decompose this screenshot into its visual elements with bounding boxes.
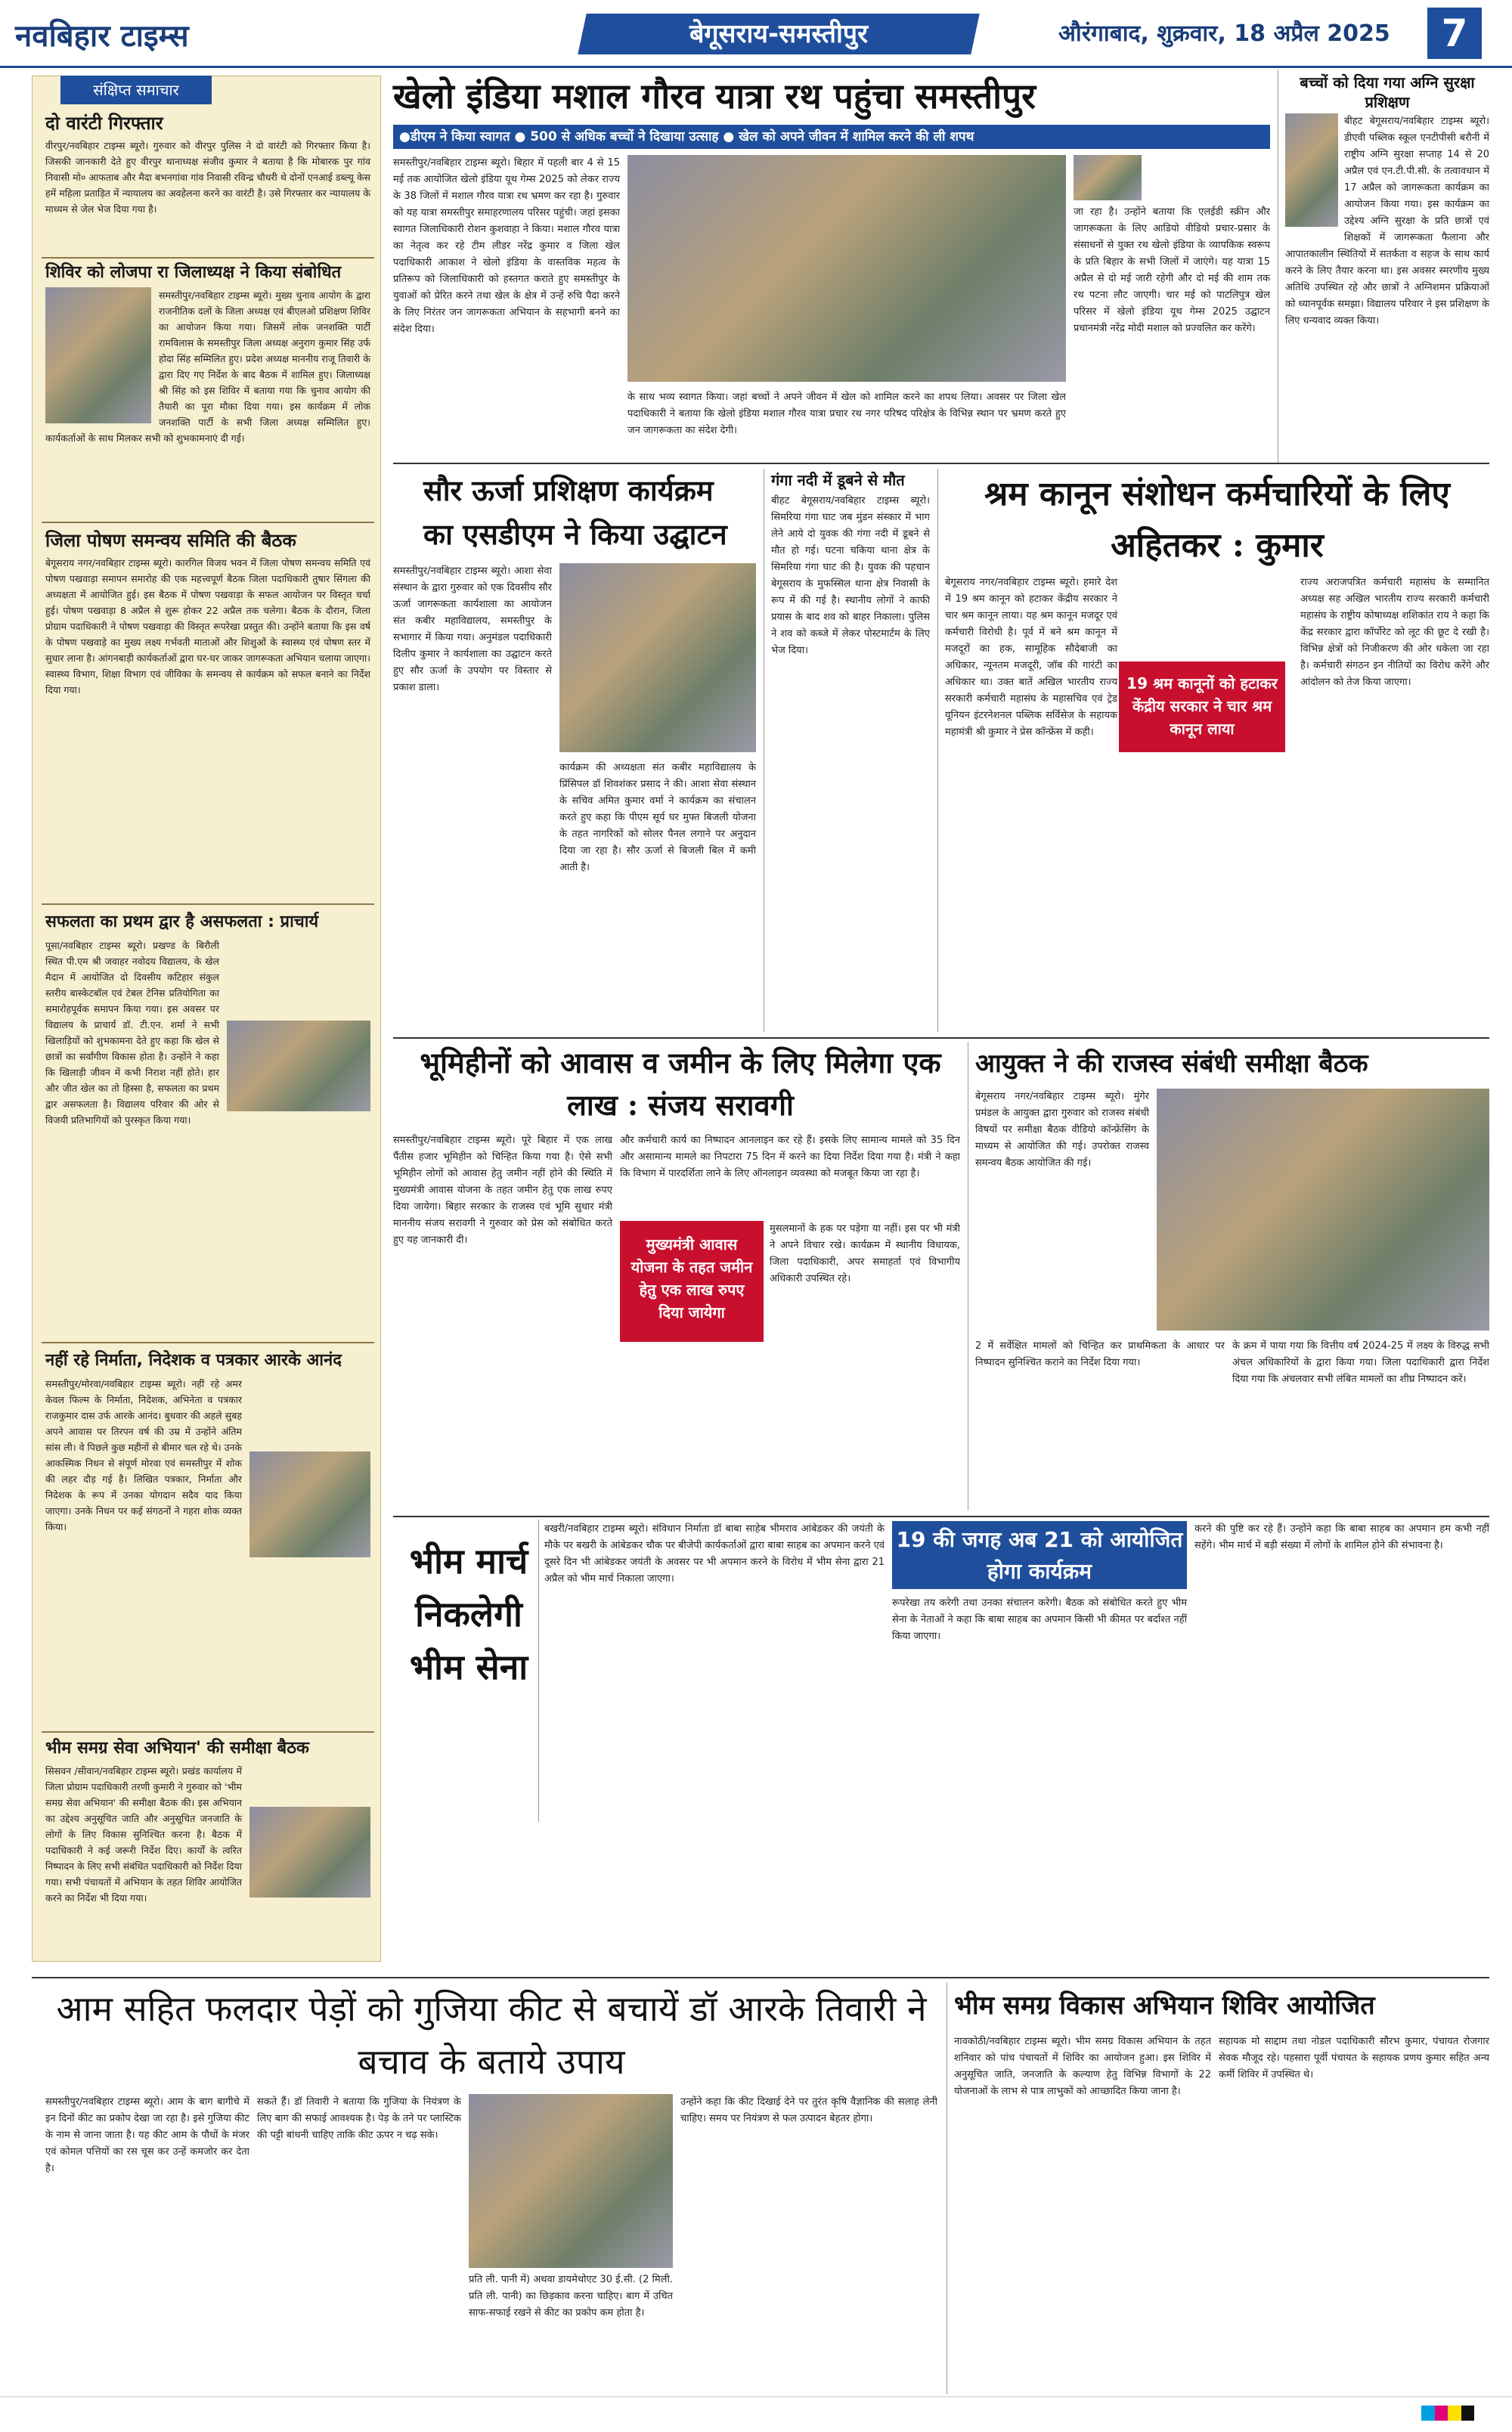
mango-body: उन्होंने कहा कि कीट दिखाई देने पर तुरंत कृषि वैज्ञानिक की सलाह लेनी चाहिए। समय पर नियंत्रण से फल उत्पादन बेहतर होगा। <box>680 2096 937 2124</box>
bhim-camp-headline: भीम समग्र विकास अभियान शिविर आयोजित <box>954 1991 1375 2021</box>
mango-photo <box>469 2094 673 2268</box>
revenue-body: के क्रम में पाया गया कि वित्तीय वर्ष 2024-25 में लक्ष्य के विरुद्ध सभी अंचल अधिकारियों के द्वारा किया गया। जिला पदाधिकारी द्वारा निर्देश दिया गया कि अंचलवार सभी लंबित मामलों का शीघ्र निष्पादन करें। <box>1232 1340 1489 1385</box>
brief-title: शिविर को लोजपा रा जिलाध्यक्ष ने किया संबोधित <box>45 263 342 282</box>
brief-title: भीम समग्र सेवा अभियान' की समीक्षा बैठक <box>45 1739 309 1758</box>
solar-photo <box>559 563 756 752</box>
black-swatch <box>1461 2406 1475 2421</box>
fire-body-text: बीहट बेगूसराय/नवबिहार टाइम्स ब्यूरो। डीएवी पब्लिक स्कूल एनटीपीसी बरौनी में राष्ट्रीय अग्नि सुरक्षा सप्ताह 14 से 20 अप्रैल एवं एन.टी.पी.सी. के तत्वावधान में 17 अप्रैल को जागरूकता कार्यक्रम का आयोजन किया गया। इस कार्यक्रम का उद्देश्य अग्नि सुरक्षा के प्रति छात्रों एवं शिक्षकों में जागरूकता फैलाना और आपातकालीन स्थितियों में सतर्कता व सहज के साथ कार्य करने के लिए तैयार करना था। इस अवसर स्मरणीय मुख्य अतिथि उपस्थित रहे और छात्रों ने अग्निशमन प्रक्रियाओं को ध्यानपूर्वक समझा। विद्यालय परिवार ने इस प्रशिक्षण के लिए धन्यवाद व्यक्त किया। <box>1285 116 1489 327</box>
callout-spacer <box>1117 575 1293 760</box>
photo-spacer <box>219 937 370 1115</box>
drown-headline: गंगा नदी में डूबने से मौत <box>771 471 905 489</box>
housing-callout: मुख्यमंत्री आवास योजना के तहत जमीन हेतु एक लाख रुपए दिया जायेगा <box>620 1221 764 1342</box>
section-rule <box>393 1516 1489 1517</box>
labour-body-text: बेगूसराय नगर/नवबिहार टाइम्स ब्यूरो। हमारे देश में 19 श्रम कानून को हटाकर केंद्रीय सरकार ने चार श्रम कानून लाया। यह श्रम कानून मजदूर एवं कर्मचारी विरोधी है। पूर्व में बने श्रम कानून में मजदूरों का हक, सामूहिक सौदेबाजी का अधिकार, न्यूनतम मजदूरी, जॉब की गारंटी का अधिकार था। उक्त बातें अखिल भारतीय राज्य सरकारी कर्मचारी महासंघ के महासचिव एवं ट्रेड यूनियन इंटरनेशनल पब्लिक सर्विसेज के सहायक महामंत्री श्री कुमार ने प्रेस कॉन्फ्रेंस में कही। <box>945 577 1117 738</box>
fire-body <box>1285 113 1489 461</box>
photo-spacer <box>242 1763 370 1907</box>
bhim-camp-body: सहायक मो साद्दाम तथा नोडल पदाधिकारी सौरभ कुमार, पंचायत रोजगार सेवक मौजूद रहे। पहसारा पूर्वी पंचायत के सहायक प्रणय कुमार सहित अन्य कर्मी शिविर में उपस्थित थे। <box>1219 2036 1489 2080</box>
brief-body: वीरपुर/नवबिहार टाइम्स ब्यूरो। गुरुवार को वीरपुर पुलिस ने दो वारंटी को गिरफ्तार किया है। जिसकी जानकारी देते हुए वीरपुर थानाध्यक्ष संजीव कुमार ने बताया है कि मोबारक पुर गांव निवासी मो० आफताब और मैदा बभनगांवा गांव निवासी रविन्द्र चौधरी थे दोनों एनआई डब्ल्यू केस हमें महिला प्रताड़ित में न्यायालय का अवहेलना करने का वारंटी है। उसे गिरफ्तार कर न्यायालय के माध्यम से जेल भेज दिया गया है। <box>45 140 370 215</box>
brief-body <box>45 287 370 507</box>
mango-headline: आम सहित फलदार पेड़ों को गुजिया कीट से बचायें डॉ आरके तिवारी ने बचाव के बताये उपाय <box>56 1988 927 2082</box>
housing-body-text: मुसलमानों के हक पर पड़ेगा या नहीं। इस पर भी मंत्री ने अपने विचार रखे। कार्यक्रम में स्थानीय विधायक, जिला पदाधिकारी, अपर समाहर्ता एवं विभागीय अधिकारी उपस्थित रहे। <box>770 1223 960 1284</box>
lead-body: जा रहा है। उन्होंने बताया कि एलईडी स्क्रीन और जागरूकता के लिए आडियो वीडियो प्रचार-प्रसार के संसाधनों से युक्त रथ खेलो इंडिया के व्यापकिक स्वरूप के प्रति बिहार के सभी जिलों में जाएंगे। यह यात्रा 15 अप्रैल से दो मई जारी रहेगी और दो मई की शाम तक रथ पटना लौट जाएगी। चार मई को पाटलिपुत्र खेल परिसर में खेलो इंडिया यूथ गेम्स 2025 उद्घाटन प्रधानमंत्री नरेंद्र मोदी मशाल को प्रज्वलित कर करेंगे। <box>1074 206 1270 334</box>
dateline: औरंगाबाद, शुक्रवार, 18 अप्रैल 2025 <box>1058 20 1390 47</box>
column-rule <box>937 469 938 1032</box>
sidebar-heading: संक्षिप्त समाचार <box>60 76 212 104</box>
lead-photo-small <box>1074 155 1142 200</box>
brief-body-text: समस्तीपुर/नवबिहार टाइम्स ब्यूरो। मुख्य चुनाव आयोग के द्वारा राजनीतिक दलों के जिला अध्यक्ष एवं बीएलओ प्रशिक्षण शिविर का आयोजन किया गया। जिसमें लोक जनशक्ति पार्टी रामविलास के समस्तीपुर जिला अध्यक्ष अनुराग कुमार सिंह उर्फ होदा सिंह सम्मिलित हुए। प्रदेश अध्यक्ष माननीय राजू तिवारी के द्वारा दिए गए निर्देश के बाद बैठक में शामिल हुए। जिलाध्यक्ष श्री सिंह को इस शिविर में बताया गया कि चुनाव आयोग की तैयारी का पूरा मौका दिया गया। इस कार्यक्रम में लोक जनशक्ति पार्टी के सभी जिला अध्यक्ष सम्मिलित हुए। कार्यकर्ताओं के साथ मिलकर सभी को शुभकामनाएं दी गई। <box>45 290 370 444</box>
brief-body-text: समस्तीपुर/मोरवा/नवबिहार टाइम्स ब्यूरो। नहीं रहे अमर केवल फिल्म के निर्माता, निदेशक, अभिनेता व पत्रकार राजकुमार दास उर्फ आरके आनंद। बुधवार की अहले सुबह अपने आवास पर तिरपन वर्ष की उम्र में उन्होंने अंतिम सांस ली। वे पिछले कुछ महीनों से बीमार चल रहे थे। उनके आकस्मिक निधन से संपूर्ण मोरवा एवं समस्तीपुर में शोक की लहर दौड़ गई है। लिखित पत्रकार, निर्माता और निदेशक के रूप में उनका योगदान सदैव याद किया जाएगा। उनके निधन पर कई संगठनों ने गहरा शोक व्यक्त किया। <box>45 1378 242 1532</box>
bhim-march-body: करने की पुष्टि कर रहे हैं। उन्होंने कहा कि बाबा साहब का अपमान हम कभी नहीं सहेंगे। भीम मार्च में बड़ी संख्या में लोगों के शामिल होने की संभावना है। <box>1194 1523 1489 1551</box>
lead-body: के साथ भव्य स्वागत किया। जहां बच्चों ने अपने जीवन में खेल को शामिल करने का शपथ लिया। अवसर पर जिला खेल पदाधिकारी ने बताया कि खेलो इंडिया मशाल गौरव यात्रा प्रचार रथ नगर परिषद परिक्षेत्र के विभिन्न स्थान पर भ्रमण करते हुए जन जागरूकता का संदेश देगी। <box>627 392 1066 436</box>
housing-body <box>620 1221 960 1508</box>
brief-body: बेगूसराय नगर/नवबिहार टाइम्स ब्यूरो। कारगिल विजय भवन में जिला पोषण समन्वय समिति एवं पोषण पखवाड़ा समापन समारोह की एक महत्त्वपूर्ण बैठक जिला पदाधिकारी तुषार सिंगला की अध्यक्षता में आयोजित हुई। इस बैठक में पोषण पखवाड़ा के सफल आयोजन पर विस्तृत चर्चा हुई। पोषण पखवाड़ा 8 अप्रैल से शुरू होकर 22 अप्रैल तक चलेगा। बैठक के दौरान, जिला प्रोग्राम पदाधिकारी ने पोषण पखवाड़ा की विस्तृत रूपरेखा प्रस्तुत की। उन्होंने बताया कि इस वर्ष के पोषण पखवाड़े का मुख्य लक्ष्य गर्भवती माताओं और शिशुओं के स्वास्थ्य एवं पोषण स्तर में सुधार लाना है। आंगनबाड़ी कार्यकर्ताओं द्वारा घर-घर जाकर जागरूकता अभियान चलाया जाएगा। स्वास्थ्य विभाग, शिक्षा विभाग एवं जीविका के समन्वय से कार्यक्रम को सफल बनाने का निर्देश दिया गया। <box>45 557 370 696</box>
solar-headline: सौर ऊर्जा प्रशिक्षण कार्यक्रम का एसडीएम ने किया उद्घाटन <box>423 473 727 551</box>
mango-body: प्रति ली. पानी में) अथवा डायमेथोएट 30 ई.सी. (2 मिली. प्रति ली. पानी) का छिड़काव करना चाहिए। बाग में उचित साफ-सफाई रखने से कीट का प्रकोप कम होता है। <box>469 2274 673 2319</box>
revenue-caption: 2 में सर्वेक्षित मामलों को चिन्हित कर प्राथमिकता के आधार पर निष्पादन सुनिश्चित कराने का निर्देश दिया गया। <box>975 1340 1225 1368</box>
photo-spacer <box>1285 113 1344 231</box>
paper-name: नवबिहार टाइम्स <box>15 18 189 54</box>
lead-headline: खेलो इंडिया मशाल गौरव यात्रा रथ पहुंचा समस्तीपुर <box>393 76 1036 116</box>
lead-body: समस्तीपुर/नवबिहार टाइम्स ब्यूरो। बिहार में पहली बार 4 से 15 मई तक आयोजित खेलो इंडिया यूथ गेम्स 2025 को लेकर राज्य के 38 जिलों में मशाल गौरव यात्रा रथ भ्रमण कर रहा है। गुरुवार को यह यात्रा समस्तीपुर समाहरणालय परिसर पहुंची। जहां इसका स्वागत जिलाधिकारी रोशन कुशवाहा ने किया। मशाल गौरव यात्रा का नेतृत्व कर रहे टीम लीडर नरेंद्र कुमार व जिला खेल पदाधिकारी आकाश ने खेलो इंडिया के वास्तविक महत्व के प्रतिरूप को जिलाधिकारी को हस्तगत कराते हुए समस्तीपुर के युवाओं को प्रेरित करने तथा खेल के क्षेत्र में उन्हें रुचि पैदा करने के लिए निरंतर जन जागरूकता अभियान के सहभागी बनने का संदेश दिया। <box>393 157 620 335</box>
brief-title: नहीं रहे निर्माता, निदेशक व पत्रकार आरके आनंद <box>45 1351 342 1370</box>
photo-spacer <box>242 1376 370 1565</box>
column-rule <box>538 1520 539 1822</box>
photo-spacer <box>45 287 159 423</box>
housing-body: और कर्मचारी कार्य का निष्पादन आनलाइन कर रहे हैं। इसके लिए सामान्य मामले को 35 दिन और असामान्य मामले का निपटारा 75 दिन में करने का दिया निर्देश दिया गया है। मंत्री ने कहा कि विभाग में पारदर्शिता लाने के लिए ऑनलाइन व्यवस्था को मजबूत किया जा रहा है। <box>620 1135 960 1179</box>
housing-headline: भूमिहीनों को आवास व जमीन के लिए मिलेगा एक लाख : संजय सरावगी <box>420 1046 941 1122</box>
housing-body: समस्तीपुर/नवबिहार टाइम्स ब्यूरो। पूरे बिहार में एक लाख पैंतीस हजार भूमिहीन को चिन्हित किया गया है। ऐसे सभी भूमिहीन लोगों को आवास हेतु जमीन नहीं होने की स्थिति में मुख्यमंत्री आवास योजना के तहत जमीन हेतु एक लाख रुपए दिया जायेगा। बिहार सरकार के राजस्व एवं भूमि सुधार मंत्री माननीय संजय सरावगी ने गुरुवार को प्रेस को संबोधित करते हुए यह जानकारी दी। <box>393 1135 612 1246</box>
revenue-headline: आयुक्त ने की राजस्व संबंधी समीक्षा बैठक <box>975 1049 1368 1079</box>
divider <box>42 522 374 523</box>
revenue-photo <box>1157 1089 1489 1331</box>
bhim-camp-body: नावकोठी/नवबिहार टाइम्स ब्यूरो। भीम समग्र विकास अभियान के तहत शनिवार को पांच पंचायतों में शिविर का आयोजन हुआ। इस शिविर में अनुसूचित जाति, जनजाति के कल्याण हेतु विभिन्न विभागों के 22 योजनाओं के लाभ से पात्र लाभुकों को आच्छादित किया जाना है। <box>954 2036 1211 2097</box>
bhim-march-body: रूपरेखा तय करेगी तथा उनका संचालन करेगी। बैठक को संबोधित करते हुए भीम सेना के नेताओं ने कहा कि बाबा साहब का अपमान किसी भी कीमत पर बर्दाश्त नहीं किया जाएगा। <box>892 1597 1187 1642</box>
section-rule <box>32 1977 1489 1978</box>
divider <box>42 1342 374 1343</box>
fire-headline: बच्चों को दिया गया अग्नि सुरक्षा प्रशिक्षण <box>1300 73 1475 111</box>
brief-body <box>45 1763 370 1956</box>
page-number: 7 <box>1427 8 1482 59</box>
lead-highlights: ●डीएम ने किया स्वागत ● 500 से अधिक बच्चों ने दिखाया उत्साह ● खेल को अपने जीवन में शामिल करने की ली शपथ <box>393 125 1270 149</box>
section-name-label: बेगूसराय-समस्तीपुर <box>689 19 869 49</box>
lead-photo <box>627 155 1066 382</box>
brief-body-text: पूसा/नवबिहार टाइम्स ब्यूरो। प्रखण्ड के बिरौली स्थित पी.एम श्री जवाहर नवोदय विद्यालय, के खेल मैदान में आयोजित दो दिवसीय कटिहार संकुल स्तरीय बास्केटबॉल एवं टेबल टेनिस प्रतियोगिता का समारोहपूर्वक समापन किया गया। इस अवसर पर विद्यालय के प्राचार्य डॉ. टी.एन. शर्मा ने सभी खिलाड़ियों को शुभकामना देते हुए कहा कि खेल से छात्रों का सर्वांगीण विकास होता है। उन्होंने ने कहा कि खिलाड़ी जीवन में कभी निराश नहीं होते। हार और जीत खेल का तो हिस्सा है, सफलता का प्रथम द्वार असफलता है। विद्यालय परिवार की ओर से विजयी प्रतिभागियों को पुरस्कृत किया गया। <box>45 940 219 1126</box>
brief-title: सफलता का प्रथम द्वार है असफलता : प्राचार्य <box>45 912 319 931</box>
labour-body: राज्य अराजपत्रित कर्मचारी महासंघ के सम्मानित अध्यक्ष सह अखिल भारतीय राज्य सरकारी कर्मचारी महासंघ के राष्ट्रीय कोषाध्यक्ष शशिकांत राय ने कहा कि केंद्र सरकार द्वारा कॉर्पोरेट को लूट की छूट दे रखी है। विभिन्न क्षेत्रों को निजीकरण की ओर धकेला जा रहा है। कर्मचारी संगठन इन नीतियों का विरोध करेंगे और आंदोलन को तेज किया जाएगा। <box>1300 577 1489 688</box>
bhim-march-body: बखरी/नवबिहार टाइम्स ब्यूरो। संविधान निर्माता डॉ बाबा साहेब भीमराव आंबेडकर की जयंती के मौके पर बखरी के आंबेडकर चौक पर बीजेपी कार्यकर्ताओं द्वारा बाबा साहब का अपमान करने एवं दूसरे दिन भी आंबेडकर जयंती के अवसर पर भी अपमान करने के विरोध में भीम सेना द्वारा 21 अप्रैल को भीम मार्च निकाला जाएगा। <box>544 1523 885 1585</box>
cyan-swatch <box>1421 2406 1435 2421</box>
brief-title: जिला पोषण समन्वय समिति की बैठक <box>45 530 296 551</box>
brief-body <box>45 1376 370 1724</box>
magenta-swatch <box>1435 2406 1448 2421</box>
callout-spacer <box>620 1221 770 1348</box>
brief-body <box>45 937 370 1331</box>
divider <box>42 257 374 259</box>
brief-title: दो वारंटी गिरफ्तार <box>45 113 163 134</box>
divider <box>42 903 374 905</box>
brief-body-text: सिसवन /सीवान/नवबिहार टाइम्स ब्यूरो। प्रखंड कार्यालय में जिला प्रोग्राम पदाधिकारी तरणी कुमारी ने गुरुवार को 'भीम समग्र सेवा अभियान' की समीक्षा बैठक की। इस अभियान का उद्देश्य अनुसूचित जाति और अनुसूचित जनजाति के लोगों के लिए विकास सुनिश्चित करना है। बैठक में पदाधिकारी ने कई जरूरी निर्देश दिए। कार्यों के त्वरित निष्पादन के लिए सभी संबंधित पदाधिकारी को निर्देश दिया गया। सभी पंचायतों में अभियान के तहत शिविर आयोजित करने का निर्देश भी दिया गया। <box>45 1765 242 1904</box>
section-rule <box>393 463 1489 464</box>
color-registration-marks <box>1421 2406 1474 2421</box>
mango-body: समस्तीपुर/नवबिहार टाइम्स ब्यूरो। आम के बाग बागीचे में इन दिनों कीट का प्रकोप देखा जा रहा है। इसे गुजिया कीट के नाम से जाना जाता है। यह कीट आम के पौधों के मंजर एवं कोमल पत्तियों का रस चूस कर उन्हें कमजोर कर देता है। <box>45 2096 249 2174</box>
solar-body: समस्तीपुर/नवबिहार टाइम्स ब्यूरो। आशा सेवा संस्थान के द्वारा गुरुवार को एक दिवसीय सौर ऊर्जा जागरूकता कार्यशाला का आयोजन संत कबीर महाविद्यालय, समस्तीपुर के सभागार में किया गया। अनुमंडल पदाधिकारी दिलीप कुमार ने कार्यशाला का उद्घाटन करते हुए सौर ऊर्जा के उपयोग पर विस्तार से प्रकाश डाला। <box>393 565 552 693</box>
solar-body: कार्यक्रम की अध्यक्षता संत कबीर महाविद्यालय के प्रिंसिपल डॉ शिवशंकर प्रसाद ने की। आशा सेवा संस्थान के सचिव अमित कुमार वर्मा ने कार्यक्रम का संचालन करते हुए कहा कि पीएम सूर्य घर मुफ्त बिजली योजना के तहत नागरिकों को सोलर पैनल लगाने पर अनुदान दिया जा रहा है। सौर ऊर्जा से बिजली बिल में कमी आती है। <box>559 762 756 873</box>
drown-body: बीहट बेगूसराय/नवबिहार टाइम्स ब्यूरो। सिमरिया गंगा घाट जब मुंडन संस्कार में भाग लेने आये दो युवक की गंगा नदी में डूबने से मौत हो गई। घटना चकिया थाना क्षेत्र के सिमरिया गंगा घाट की है। युवक की पहचान बेगूसराय के मुफस्सिल थाना क्षेत्र निवासी के रूप में की गई है। स्थानीय लोगों ने काफी प्रयास के बाद शव को बाहर निकाला। पुलिस ने शव को कब्जे में लेकर पोस्टमार्टम के लिए भेज दिया। <box>771 495 930 656</box>
footer-strip <box>0 2396 1512 2432</box>
labour-headline: श्रम कानून संशोधन कर्मचारियों के लिए अहितकर : कुमार <box>984 475 1450 565</box>
mango-body: सकते हैं। डॉ तिवारी ने बताया कि गुजिया के नियंत्रण के लिए बाग की सफाई आवश्यक है। पेड़ के तने पर प्लास्टिक की पट्टी बांधनी चाहिए ताकि कीट ऊपर न चढ़ सके। <box>257 2096 461 2141</box>
labour-body <box>945 575 1293 1032</box>
bhim-march-callout: 19 की जगह अब 21 को आयोजित होगा कार्यक्रम <box>892 1521 1187 1589</box>
bhim-march-label: भीम मार्च निकलेगी भीम सेना <box>409 1541 528 1687</box>
divider <box>42 1731 374 1733</box>
yellow-swatch <box>1448 2406 1461 2421</box>
section-name <box>578 14 979 54</box>
section-rule <box>393 1037 1489 1039</box>
labour-callout: 19 श्रम कानूनों को हटाकर केंद्रीय सरकार ने चार श्रम कानून लाया <box>1119 661 1285 752</box>
revenue-body: बेगूसराय नगर/नवबिहार टाइम्स ब्यूरो। मुंगेर प्रमंडल के आयुक्त द्वारा गुरुवार को राजस्व संबंधी विषयों पर समीक्षा बैठक वीडियो कॉन्फ्रेंसिंग के माध्यम से आयोजित की गई। उपरोक्त राजस्व समन्वय बैठक आयोजित की गई। <box>975 1091 1149 1169</box>
